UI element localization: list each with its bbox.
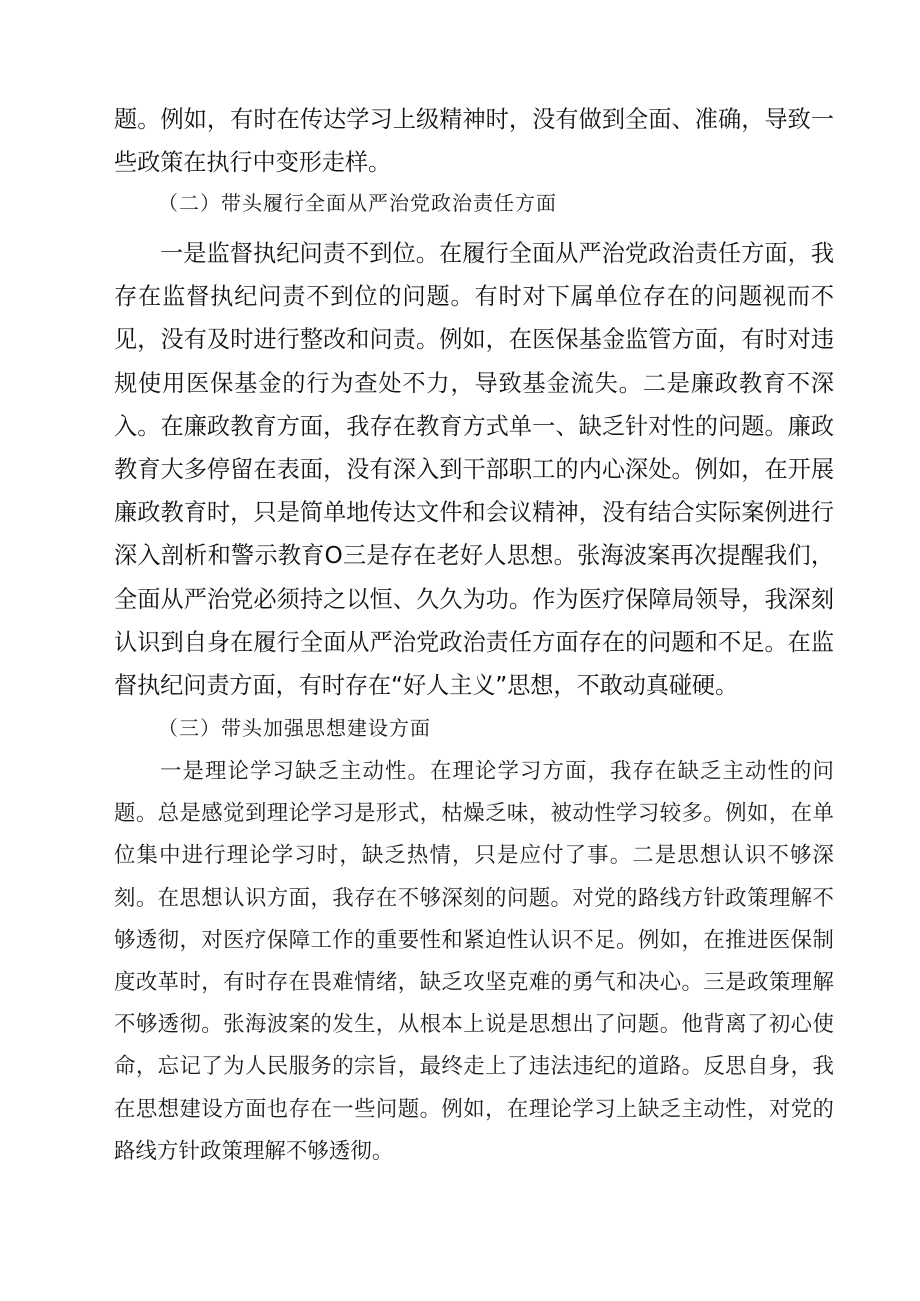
paragraph-continuation: 题。例如，有时在传达学习上级精神时，没有做到全面、准确，导致一些政策在执行中变形走样。 (114, 106, 834, 177)
paragraph-section-2: 一是监督执纪问责不到位。在履行全面从严治党政治责任方面，我存在监督执纪问责不到位的问题。有时对下属单位存在的问题视而不见，没有及时进行整改和问责。例如，在医保基金监管方面，有时对违规使用医保基金的行为查处不力，导致基金流失。二是廉政教育不深入。在廉政教育方面，我存在教育方式单一、缺乏针对性的问题。廉政教育大多停留在表面，没有深入到干部职工的内心深处。例如，在开展廉政教育时，只是简单地传达文件和会议精神，没有结合实际案例进行深入剖析和警示教育O三是存在老好人思想。张海波案再次提醒我们，全面从严治党必须持之以恒、久久为功。作为医疗保障局领导，我深刻认识到自身在履行全面从严治党政治责任方面存在的问题和不足。在监督执纪问责方面，有时存在“好人主义”思想，不敢动真碰硬。 (114, 240, 834, 700)
section-heading-3: （三）带头加强思想建设方面 (158, 716, 431, 740)
paragraph-section-3: 一是理论学习缺乏主动性。在理论学习方面，我存在缺乏主动性的问题。总是感觉到理论学习是形式，枯燥乏味，被动性学习较多。例如，在单位集中进行理论学习时，缺乏热情，只是应付了事。二是思想认识不够深刻。在思想认识方面，我存在不够深刻的问题。对党的路线方针政策理解不够透彻，对医疗保障工作的重要性和紧迫性认识不足。例如，在推进医保制度改革时，有时存在畏难情绪，缺乏攻坚克难的勇气和决心。三是政策理解不够透彻。张海波案的发生，从根本上说是思想出了问题。他背离了初心使命，忘记了为人民服务的宗旨，最终走上了违法违纪的道路。反思自身，我在思想建设方面也存在一些问题。例如，在理论学习上缺乏主动性，对党的路线方针政策理解不够透彻。 (114, 759, 834, 1164)
section-heading-2: （二）带头履行全面从严治党政治责任方面 (158, 191, 557, 215)
